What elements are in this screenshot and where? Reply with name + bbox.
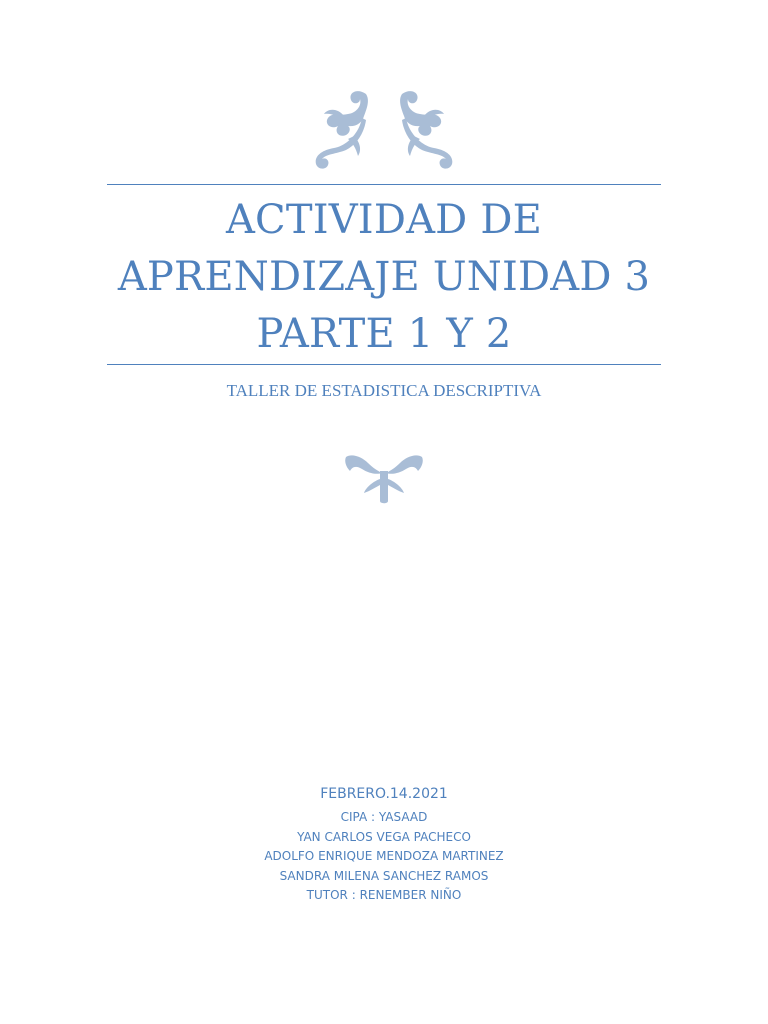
subtitle: TALLER DE ESTADISTICA DESCRIPTIVA bbox=[226, 381, 542, 400]
credit-line-author-1: YAN CARLOS VEGA PACHECO bbox=[297, 829, 471, 844]
title-line-1: ACTIVIDAD DE bbox=[225, 197, 543, 243]
bottom-divider bbox=[107, 364, 661, 365]
scroll-flourish-icon bbox=[304, 86, 464, 176]
date-line: FEBRERO.14.2021 bbox=[320, 786, 448, 802]
top-divider bbox=[107, 184, 661, 185]
credit-line-author-3: SANDRA MILENA SANCHEZ RAMOS bbox=[279, 868, 489, 883]
credits-list bbox=[107, 808, 661, 920]
title-line-2: APRENDIZAJE UNIDAD 3 bbox=[117, 254, 651, 300]
credit-line-author-2: ADOLFO ENRIQUE MENDOZA MARTINEZ bbox=[264, 849, 504, 863]
credits-block bbox=[107, 782, 661, 920]
credit-line-tutor: TUTOR : RENEMBER NIÑO bbox=[306, 888, 462, 902]
credit-line-cipa: CIPA : YASAAD bbox=[340, 810, 428, 824]
page-title bbox=[107, 192, 661, 363]
title-line-3: PARTE 1 Y 2 bbox=[256, 311, 512, 357]
leaf-fleuron-icon bbox=[344, 451, 424, 505]
